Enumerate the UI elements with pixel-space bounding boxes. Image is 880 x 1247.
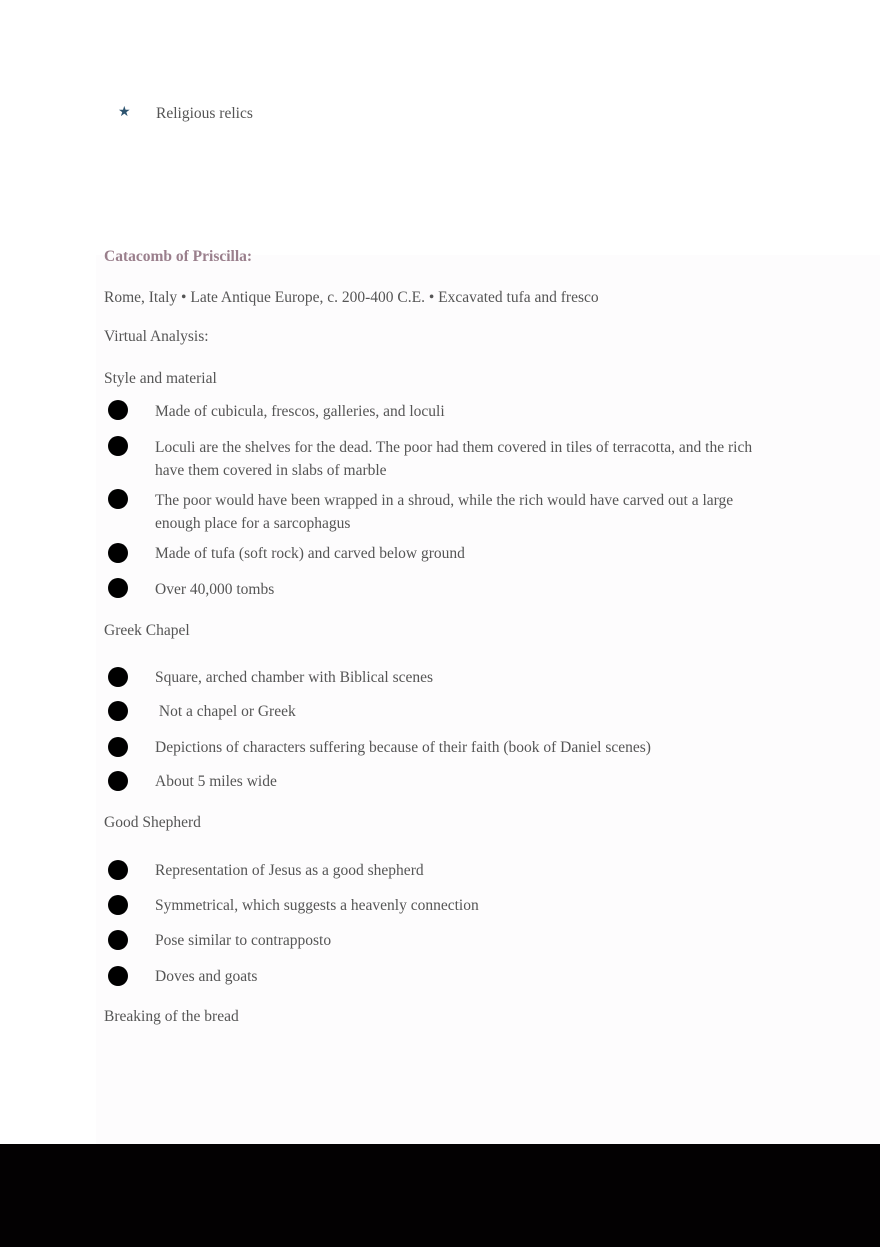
list-item: About 5 miles wide: [155, 773, 277, 790]
list-item: Symmetrical, which suggests a heavenly connection: [155, 897, 479, 914]
list-item: Not a chapel or Greek: [155, 703, 296, 720]
star-list-item-text: Religious relics: [156, 105, 253, 122]
bullet-icon: [108, 860, 128, 880]
section-meta: Rome, Italy • Late Antique Europe, c. 200-400 C.E. • Excavated tufa and fresco: [104, 289, 599, 306]
star-bullet-icon: ★: [118, 105, 131, 120]
bullet-icon: [108, 701, 128, 721]
bullet-icon: [108, 895, 128, 915]
bullet-icon: [108, 489, 128, 509]
list-item: Depictions of characters suffering because of their faith (book of Daniel scenes): [155, 739, 651, 756]
list-item: Representation of Jesus as a good shepherd: [155, 862, 424, 879]
list-item: Over 40,000 tombs: [155, 581, 275, 598]
subsection-heading-greek-chapel: Greek Chapel: [104, 622, 190, 639]
bullet-icon: [108, 771, 128, 791]
bullet-icon: [108, 930, 128, 950]
bullet-icon: [108, 737, 128, 757]
list-item: Pose similar to contrapposto: [155, 932, 332, 949]
analysis-label: Virtual Analysis:: [104, 328, 209, 345]
list-item: Loculi are the shelves for the dead. The poor had them covered in tiles of terracotta, and the rich have them covered in slabs of marble: [155, 439, 753, 479]
subsection-heading-style-material: Style and material: [104, 370, 217, 387]
bullet-icon: [108, 400, 128, 420]
subsection-heading-good-shepherd: Good Shepherd: [104, 814, 201, 831]
bullet-icon: [108, 578, 128, 598]
bullet-icon: [108, 966, 128, 986]
bullet-icon: [108, 543, 128, 563]
list-item: Square, arched chamber with Biblical scenes: [155, 669, 434, 686]
list-item: Made of cubicula, frescos, galleries, and loculi: [155, 403, 445, 420]
list-item: Made of tufa (soft rock) and carved below ground: [155, 545, 465, 562]
subsection-heading-breaking-bread: Breaking of the bread: [104, 1008, 239, 1025]
bottom-black-bar: [0, 1144, 880, 1247]
bullet-icon: [108, 436, 128, 456]
list-item: Doves and goats: [155, 968, 258, 985]
bullet-icon: [108, 667, 128, 687]
section-title: Catacomb of Priscilla:: [104, 248, 253, 265]
list-item: The poor would have been wrapped in a shroud, while the rich would have carved out a large enough place for a sarcophagus: [155, 492, 734, 532]
